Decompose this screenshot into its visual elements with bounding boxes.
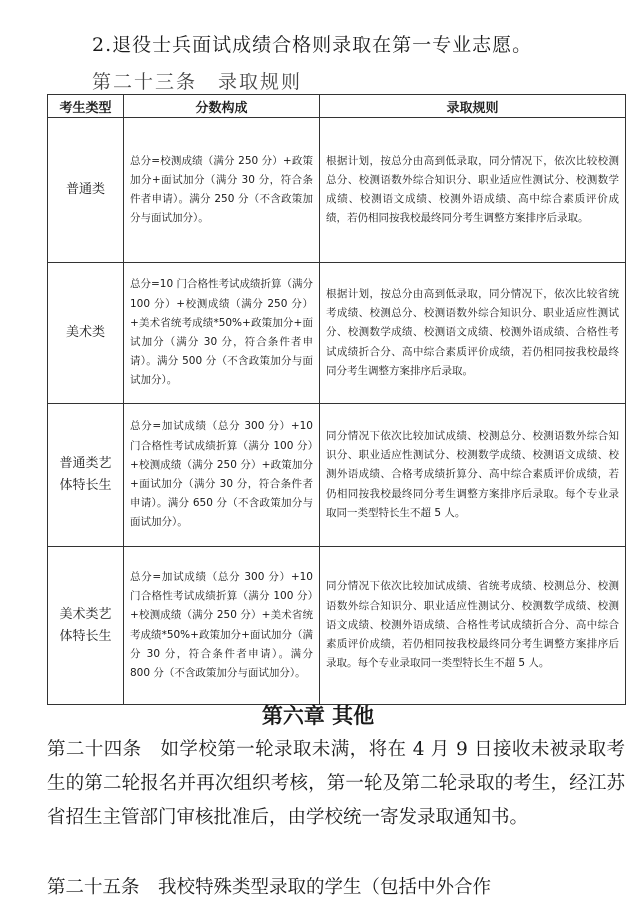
header-score-composition: 分数构成 [124,95,320,118]
article-23-title: 第二十三条 录取规则 [92,71,303,93]
table-header-row [48,95,626,118]
cell-candidate-type: 美术类 [48,263,124,404]
cell-admission-rule: 同分情况下依次比较加试成绩、省统考成绩、校测总分、校测语数外综合知识分、职业适应性测试分、校测数学成绩、校测语文成绩、校测外语成绩、合格性考试成绩折合分、高中综合素质评价成绩，若仍相同按我校最终同分考生调整方案排序后录取。每个专业录取同一类型特长生不超 5 人。 [320,547,626,705]
table-row [48,118,626,263]
cell-admission-rule: 根据计划，按总分由高到低录取，同分情况下，依次比较省统考成绩、校测总分、校测语数外综合知识分、职业适应性测试分、校测数学成绩、校测语文成绩、校测外语成绩、合格性考试成绩折合分、高中综合素质评价成绩，若仍相同按我校最终同分考生调整方案排序后录取。 [320,263,626,404]
cell-score-composition: 总分=加试成绩（总分 300 分）+10 门合格性考试成绩折算（满分 100 分）+校测成绩（满分 250 分）+美术省统考成绩*50%+政策加分+面试加分（满分 30 分，符合条件者申请）。满分 800 分（不含政策加分与面试加分）。 [124,547,320,705]
header-candidate-type: 考生类型 [48,95,124,118]
admission-rules-table [47,94,626,705]
cell-candidate-type: 普通类 [48,118,124,263]
table-row [48,547,626,705]
article-24-paragraph: 第二十四条 如学校第一轮录取未满，将在 4 月 9 日接收未被录取考生的第二轮报名并再次组织考核，第一轮及第二轮录取的考生，经江苏省招生主管部门审核批准后，由学校统一寄发录取通知书。 [47,739,625,828]
cell-candidate-type: 美术类艺体特长生 [48,547,124,705]
header-admission-rule: 录取规则 [320,95,626,118]
cell-score-composition: 总分=校测成绩（满分 250 分）+政策加分+面试加分（满分 30 分，符合条件者申请）。满分 250 分（不含政策加分与面试加分）。 [124,118,320,263]
cell-candidate-type: 普通类艺体特长生 [48,404,124,547]
cell-admission-rule: 同分情况下依次比较加试成绩、校测总分、校测语数外综合知识分、职业适应性测试分、校测数学成绩、校测语文成绩、校测外语成绩、合格考成绩折算分、高中综合素质评价成绩，若仍相同按我校最终同分考生调整方案排序后录取。每个专业录取同一类型特长生不超 5 人。 [320,404,626,547]
table-row [48,404,626,547]
cell-admission-rule: 根据计划，按总分由高到低录取，同分情况下，依次比较校测总分、校测语数外综合知识分、职业适应性测试分、校测数学成绩、校测语文成绩、校测外语成绩、高中综合素质评价成绩，若仍相同按我校最终同分考生调整方案排序后录取。 [320,118,626,263]
cell-score-composition: 总分=10 门合格性考试成绩折算（满分 100 分）+校测成绩（满分 250 分）+美术省统考成绩*50%+政策加分+面试加分（满分 30 分，符合条件者申请）。满分 500 分（不含政策加分与面试加分）。 [124,263,320,404]
table-row [48,263,626,404]
chapter-title: 第六章 其他 [261,704,375,728]
cell-score-composition: 总分=加试成绩（总分 300 分）+10 门合格性考试成绩折算（满分 100 分）+校测成绩（满分 250 分）+政策加分+面试加分（满分 30 分，符合条件者申请）。满分 650 分（不含政策加分与面试加分）。 [124,404,320,547]
intro-line: 2.退役士兵面试成绩合格则录取在第一专业志愿。 [92,34,533,56]
article-25-paragraph: 第二十五条 我校特殊类型录取的学生（包括中外合作 [47,877,492,898]
